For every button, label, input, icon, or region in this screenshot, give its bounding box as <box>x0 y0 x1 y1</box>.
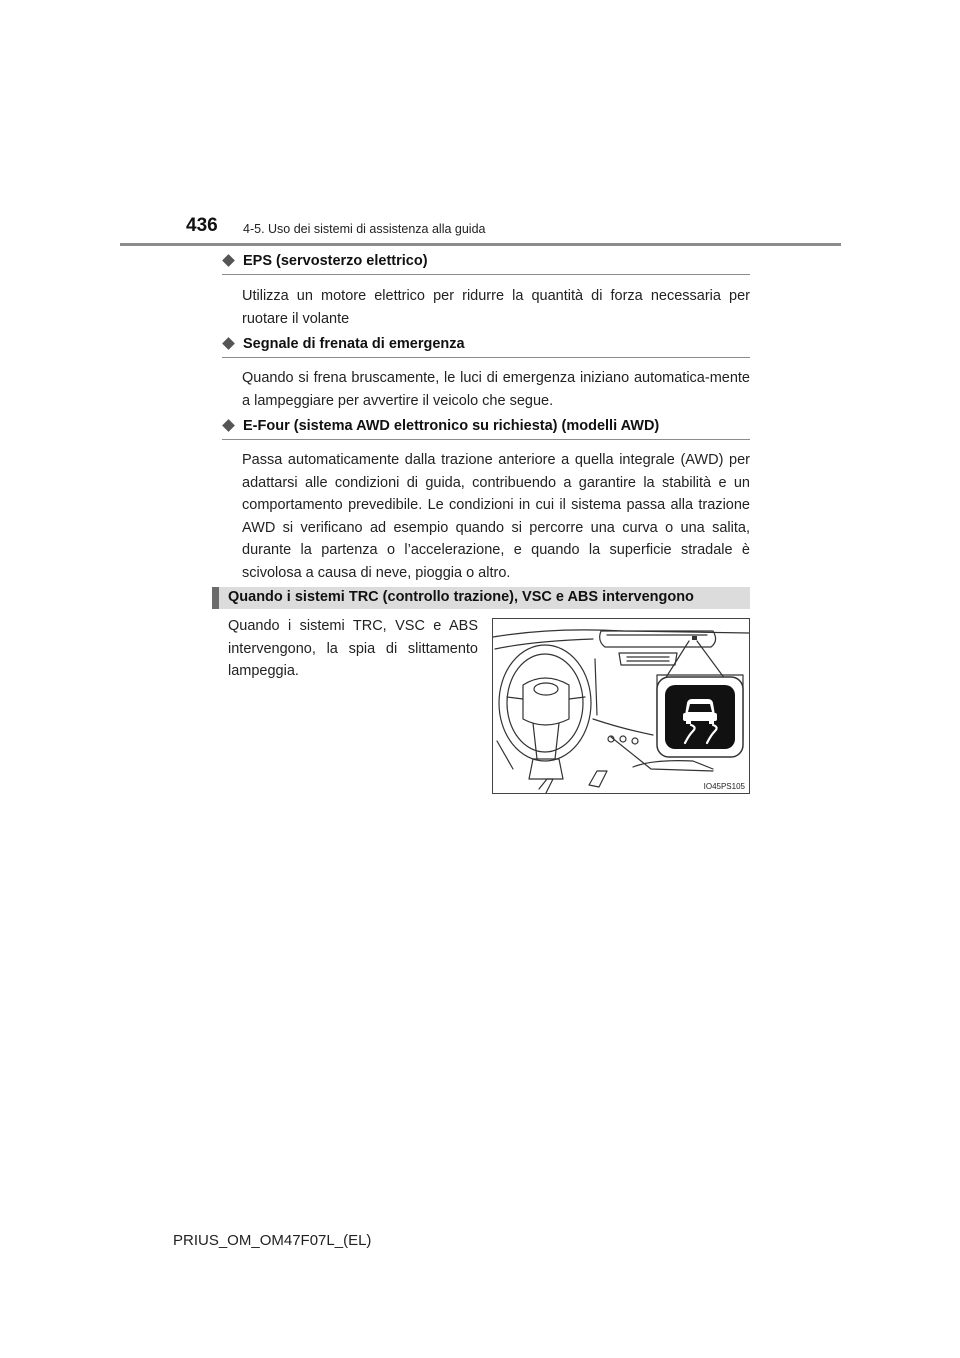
chapter-title: 4-5. Uso dei sistemi di assistenza alla guida <box>243 222 486 236</box>
eps-description: Utilizza un motore elettrico per ridurre la quantità di forza necessaria per ruotare il volante <box>242 288 750 327</box>
header-rule <box>120 243 841 246</box>
diamond-bullet-icon <box>222 254 235 267</box>
slip-indicator-icon <box>657 677 743 757</box>
dashboard-drawing <box>493 619 750 794</box>
subheading-eps-text: EPS (servosterzo elettrico) <box>243 253 428 269</box>
trc-section-description: Quando i sistemi TRC, VSC e ABS intervengono, la spia di slittamento lampeggia. <box>228 618 478 679</box>
subheading-emergency-brake-signal-text: Segnale di frenata di emergenza <box>243 336 465 352</box>
subheading-e-four <box>222 418 750 440</box>
figure-code: IO45PS105 <box>703 782 745 791</box>
document-id: PRIUS_OM_OM47F07L_(EL) <box>173 1232 372 1249</box>
diamond-bullet-icon <box>222 337 235 350</box>
dashboard-illustration <box>492 618 750 794</box>
diamond-bullet-icon <box>222 419 235 432</box>
emergency-brake-signal-description: Quando si frena bruscamente, le luci di emergenza iniziano automatica-mente a lampeggiare per avvertire il veicolo che segue. <box>242 370 750 409</box>
e-four-description: Passa automaticamente dalla trazione anteriore a quella integrale (AWD) per adattarsi alle condizioni di guida, contribuendo a garantire la stabilità e un comportamento prevedibile. Le condizioni in cui il sistema passa alla trazione AWD si verificano ad esempio quando si percorre una curva o una salita, durante la partenza o l’accelerazione, e quando la superficie stradale è scivolosa a causa di neve, pioggia o altro. <box>242 452 750 581</box>
indicator-marker <box>692 636 697 640</box>
subheading-emergency-brake-signal <box>222 336 750 358</box>
subheading-eps <box>222 253 750 275</box>
trc-section-heading: Quando i sistemi TRC (controllo trazione), VSC e ABS intervengono <box>212 587 750 609</box>
page-number: 436 <box>186 215 218 236</box>
subheading-e-four-text: E-Four (sistema AWD elettronico su richiesta) (modelli AWD) <box>243 418 660 434</box>
